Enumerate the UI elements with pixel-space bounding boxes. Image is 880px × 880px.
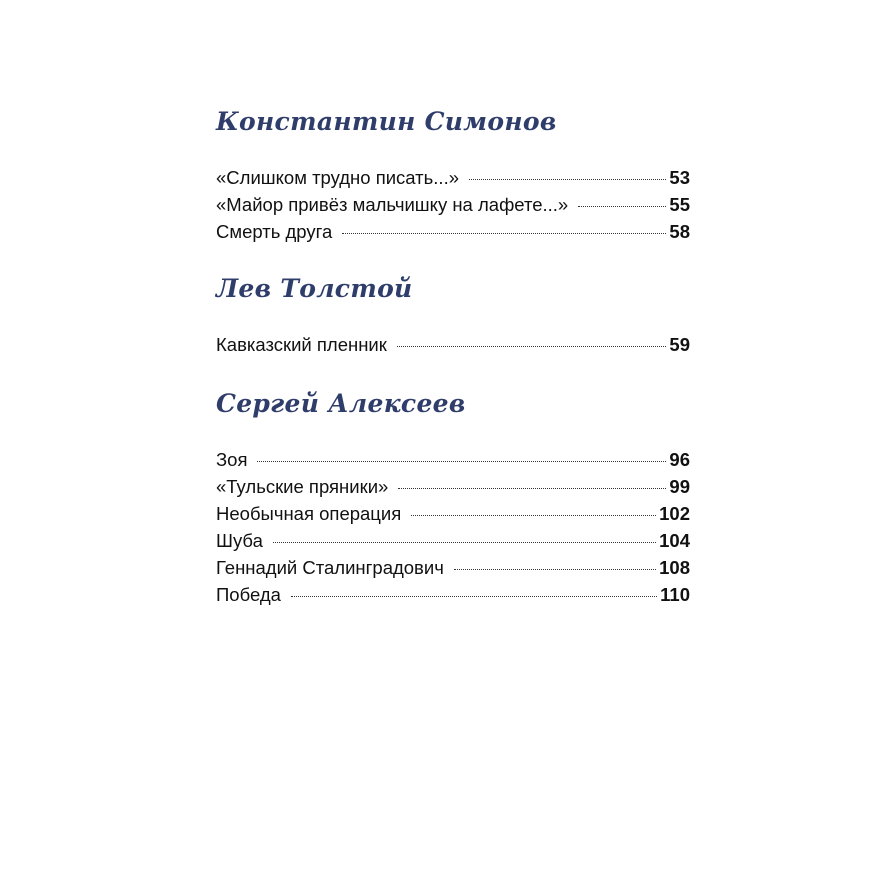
- dot-leader: [469, 179, 666, 180]
- page-number: 59: [669, 334, 690, 355]
- entry-title: Кавказский пленник: [216, 334, 387, 355]
- entry-list: [216, 446, 690, 608]
- entry-title: «Майор привёз мальчишку на лафете...»: [216, 194, 569, 215]
- toc-entry[interactable]: [216, 527, 690, 554]
- entry-title: Зоя: [216, 449, 248, 470]
- page-number: 55: [669, 194, 690, 215]
- page-number: 96: [669, 449, 690, 470]
- entry-title: «Тульские пряники»: [216, 476, 389, 497]
- toc-entry[interactable]: [216, 554, 690, 581]
- toc-entry[interactable]: [216, 446, 690, 473]
- toc-section: [216, 271, 690, 358]
- page-number: 102: [659, 503, 690, 524]
- page-number: 53: [669, 167, 690, 188]
- dot-leader: [454, 569, 656, 570]
- dot-leader: [397, 346, 667, 347]
- entry-title: «Слишком трудно писать...»: [216, 167, 460, 188]
- page-number: 58: [669, 221, 690, 242]
- entry-title: Шуба: [216, 530, 263, 551]
- entry-title: Геннадий Сталинградович: [216, 557, 444, 578]
- dot-leader: [411, 515, 656, 516]
- author-heading: Константин Симонов: [216, 107, 557, 136]
- toc-entry[interactable]: [216, 191, 690, 218]
- page-number: 110: [660, 584, 690, 605]
- page-number: 108: [659, 557, 690, 578]
- dot-leader: [342, 233, 666, 234]
- entry-list: [216, 331, 690, 358]
- table-of-contents: [216, 104, 690, 608]
- toc-entry[interactable]: [216, 500, 690, 527]
- entry-title: Победа: [216, 584, 281, 605]
- dot-leader: [273, 542, 656, 543]
- dot-leader: [398, 488, 666, 489]
- dot-leader: [257, 461, 666, 462]
- toc-entry[interactable]: [216, 331, 690, 358]
- page-number: 99: [669, 476, 690, 497]
- toc-entry[interactable]: [216, 164, 690, 191]
- entry-title: Смерть друга: [216, 221, 333, 242]
- toc-entry[interactable]: [216, 218, 690, 245]
- toc-entry[interactable]: [216, 581, 690, 608]
- entry-title: Необычная операция: [216, 503, 402, 524]
- toc-section: [216, 386, 690, 608]
- dot-leader: [578, 206, 666, 207]
- author-heading: Лев Толстой: [216, 274, 413, 303]
- entry-list: [216, 164, 690, 245]
- page-number: 104: [659, 530, 690, 551]
- author-heading: Сергей Алексеев: [216, 389, 466, 418]
- toc-section: [216, 104, 690, 245]
- dot-leader: [291, 596, 657, 597]
- toc-entry[interactable]: [216, 473, 690, 500]
